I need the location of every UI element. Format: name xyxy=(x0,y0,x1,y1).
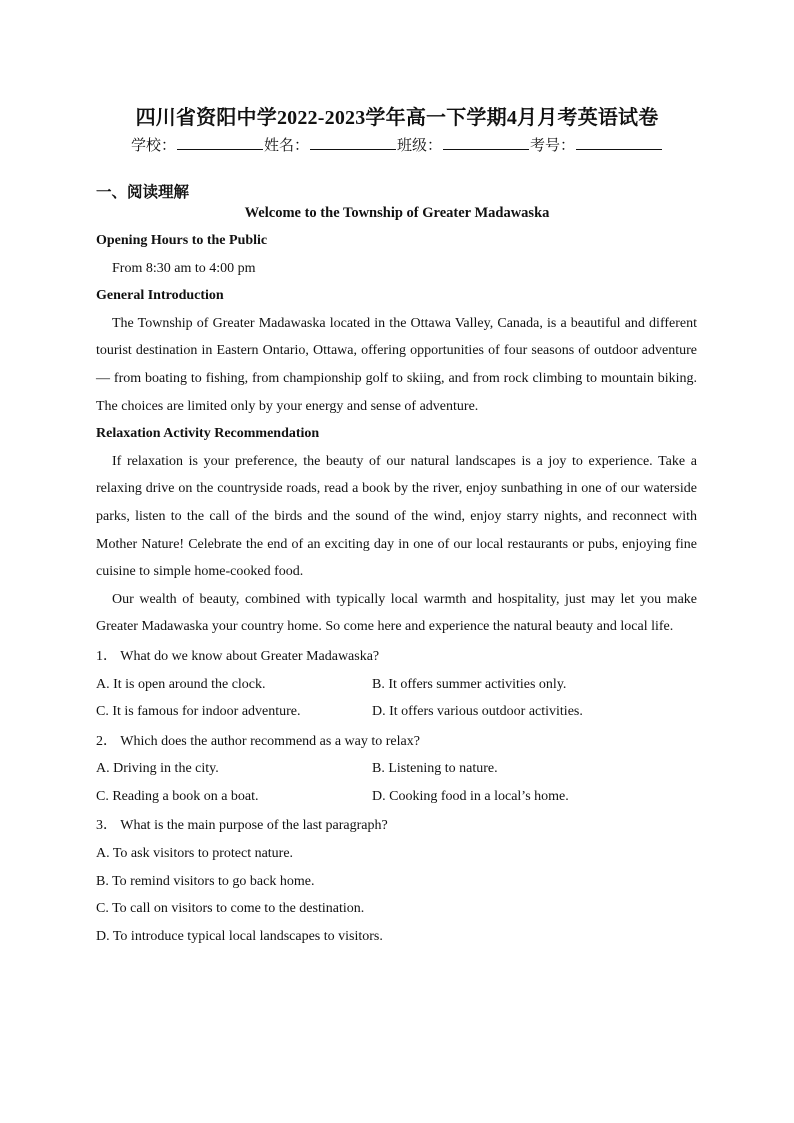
school-label: 学校： xyxy=(130,138,176,154)
option-b: B. Listening to nature. xyxy=(372,761,498,777)
option-c: C. To call on visitors to come to the destination. xyxy=(96,901,365,917)
section-heading: 一、阅读理解 xyxy=(96,184,190,201)
relaxation-heading: Relaxation Activity Recommendation xyxy=(96,426,320,442)
option-d: D. It offers various outdoor activities. xyxy=(372,704,583,720)
question-3 xyxy=(96,812,697,950)
exam-number-label: 考号： xyxy=(530,138,576,154)
general-intro-heading: General Introduction xyxy=(96,288,224,304)
class-blank xyxy=(443,135,529,150)
name-label: 姓名： xyxy=(263,138,309,154)
question-stem: 3． What is the main purpose of the last paragraph? xyxy=(96,818,388,834)
exam-number-blank xyxy=(576,135,662,150)
question-options xyxy=(96,755,697,810)
passage-title: Welcome to the Township of Greater Madawaska xyxy=(244,205,550,221)
passage-body xyxy=(96,227,697,950)
question-options xyxy=(96,671,697,726)
question-1 xyxy=(96,643,697,726)
option-d: D. Cooking food in a local’s home. xyxy=(372,788,569,804)
option-a: A. It is open around the clock. xyxy=(96,676,266,692)
question-2 xyxy=(96,728,697,811)
wealth-paragraph: Our wealth of beauty, combined with typically local warmth and hospitality, just may let you make Greater Madawaska your country home. So come here and experience the natural beauty and local life. xyxy=(96,591,697,635)
option-c: C. Reading a book on a boat. xyxy=(96,788,259,804)
question-stem: 1． What do we know about Greater Madawaska? xyxy=(96,648,380,664)
option-a: A. Driving in the city. xyxy=(96,761,219,777)
option-b: B. To remind visitors to go back home. xyxy=(96,873,315,889)
exam-title: 四川省资阳中学2022-2023学年高一下学期4月月考英语试卷 xyxy=(135,107,659,129)
question-stem: 2． Which does the author recommend as a way to relax? xyxy=(96,733,420,749)
option-a: A. To ask visitors to protect nature. xyxy=(96,846,294,862)
general-intro-paragraph: The Township of Greater Madawaska located in the Ottawa Valley, Canada, is a beautiful and different tourist destination in Eastern Ontario, Ottawa, offering opportunities of four seasons of outdoor adventure — from boating to fishing, from championship golf to skiing, and from rock climbing to mountain biking. The choices are limited only by your energy and sense of adventure. xyxy=(96,315,697,414)
relaxation-paragraph: If relaxation is your preference, the beauty of our natural landscapes is a joy to experience. Take a relaxing drive on the countryside roads, read a book by the river, enjoy sunbathing in one of our waterside parks, listen to the call of the birds and the sound of the wind, enjoy starry nights, and reconnect with Mother Nature! Celebrate the end of an exciting day in one of our local restaurants or pubs, enjoying fine cuisine to simple home-cooked food. xyxy=(96,453,697,580)
opening-hours-text: From 8:30 am to 4:00 pm xyxy=(112,260,256,276)
class-label: 班级： xyxy=(397,138,443,154)
school-blank xyxy=(177,135,263,150)
option-b: B. It offers summer activities only. xyxy=(372,676,567,692)
option-c: C. It is famous for indoor adventure. xyxy=(96,704,301,720)
option-d: D. To introduce typical local landscapes to visitors. xyxy=(96,928,383,944)
name-blank xyxy=(310,135,396,150)
opening-hours-heading: Opening Hours to the Public xyxy=(96,233,268,248)
question-options xyxy=(96,840,697,950)
student-info-line xyxy=(0,134,794,155)
